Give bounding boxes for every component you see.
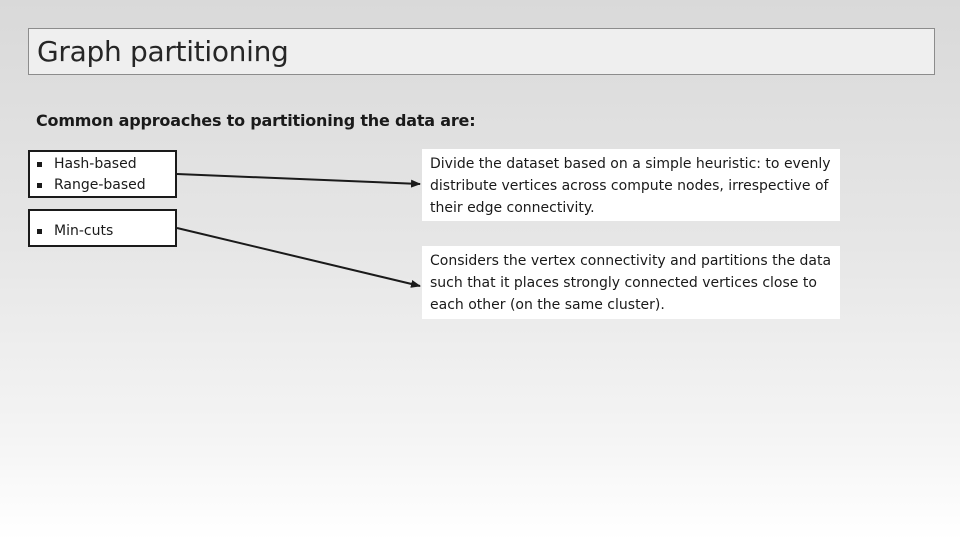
- item-range-based: Range-based: [54, 177, 146, 193]
- slide-subtitle: Common approaches to partitioning the data are:: [36, 111, 476, 130]
- arrow-mincuts-to-description: [177, 228, 420, 286]
- item-hash-based: Hash-based: [54, 156, 137, 172]
- arrow-hash-to-description: [177, 174, 420, 184]
- slide-title: Graph partitioning: [37, 35, 289, 68]
- description-min-cuts: Considers the vertex connectivity and partitions the data such that it places strongly connected vertices close to each other (on the same cluster).: [422, 246, 840, 319]
- description-hash-range: Divide the dataset based on a simple heuristic: to evenly distribute vertices across compute nodes, irrespective of their edge connectivity.: [422, 149, 840, 221]
- item-min-cuts: Min-cuts: [54, 223, 114, 239]
